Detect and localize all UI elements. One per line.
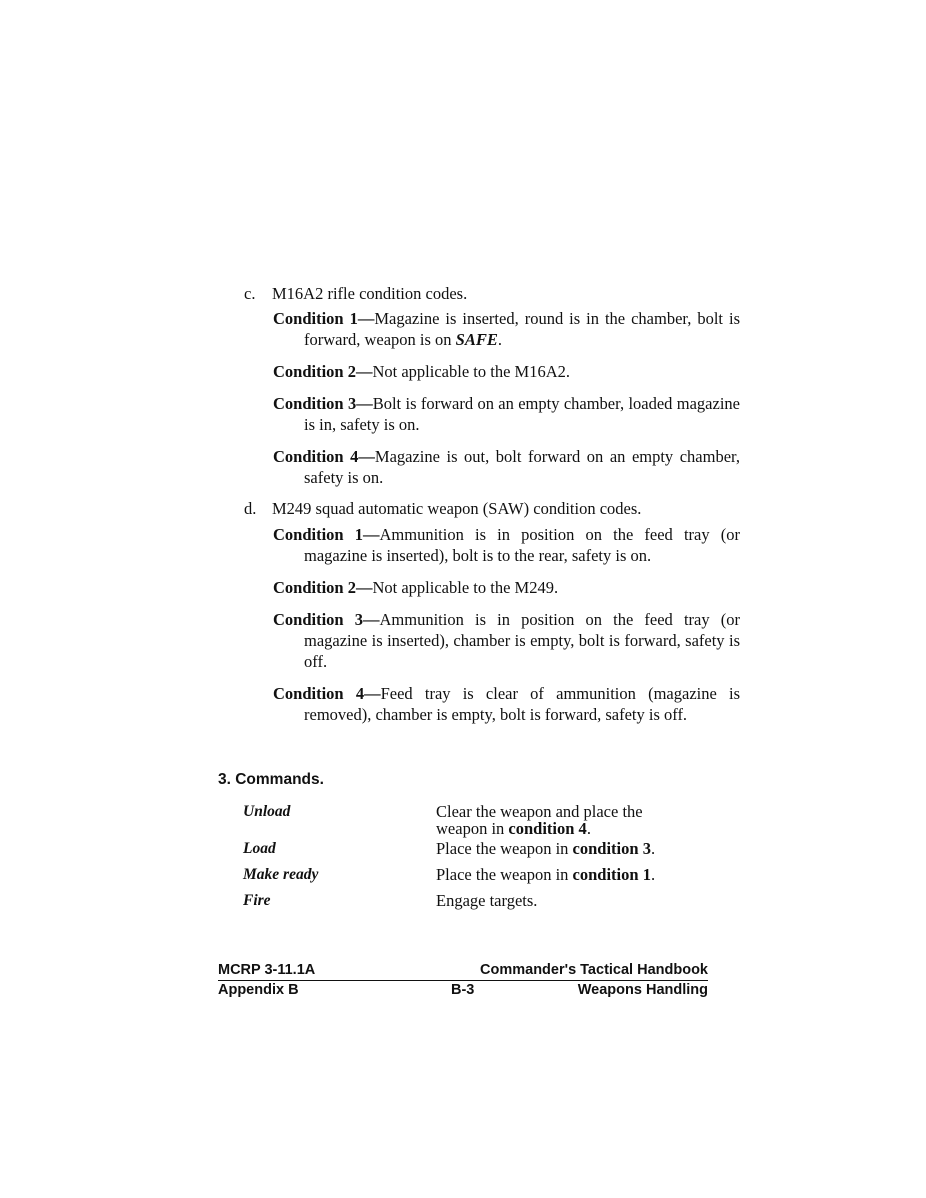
section-d-label: d. <box>244 499 257 518</box>
dash: — <box>363 610 380 629</box>
m16-condition-1 <box>273 308 740 350</box>
condition-tail: . <box>497 330 502 349</box>
command-desc-fire <box>436 892 696 909</box>
m249-condition-3 <box>273 609 740 672</box>
condition-term: Condition 1 <box>273 309 358 328</box>
doc-title: Commander's Tactical Handbook <box>480 962 708 978</box>
condition-term: Condition 4 <box>273 447 359 466</box>
command-term-fire: Fire <box>243 892 271 909</box>
dash: — <box>358 447 375 466</box>
command-desc-text: Clear the weapon and place the weapon in <box>436 802 643 838</box>
section-name: Weapons Handling <box>577 982 708 998</box>
m249-condition-4 <box>273 683 740 725</box>
commands-heading: 3. Commands. <box>218 771 324 788</box>
condition-term: Condition 2 <box>273 578 356 597</box>
command-desc-tail: . <box>586 819 591 838</box>
condition-term: Condition 1 <box>273 525 364 544</box>
m249-condition-1 <box>273 524 740 566</box>
command-desc-unload <box>436 803 696 837</box>
condition-text: Magazine is out, bolt forward on an empty chamber, safety is on. <box>304 447 740 487</box>
condition-term: Condition 3 <box>273 394 357 413</box>
m249-condition-2 <box>273 577 740 598</box>
condition-term: Condition 4 <box>273 684 365 703</box>
dash: — <box>356 394 373 413</box>
command-desc-text: Engage targets. <box>436 891 538 910</box>
dash: — <box>357 309 375 328</box>
command-desc-bold: condition 1 <box>572 865 651 884</box>
section-d-heading <box>244 498 714 519</box>
condition-text: Ammunition is in position on the feed tray (or magazine is inserted), chamber is empty, bolt is forward, safety is off. <box>304 610 741 671</box>
m16-condition-2 <box>273 361 740 382</box>
section-c-label: c. <box>244 284 256 303</box>
page-number: B-3 <box>451 982 475 998</box>
command-desc-tail: . <box>650 865 656 884</box>
appendix-label: Appendix B <box>218 982 299 998</box>
condition-text: Feed tray is clear of ammunition (magazine is removed), chamber is empty, bolt is forward, safety is off. <box>304 684 741 724</box>
command-desc-text: Place the weapon in <box>436 865 573 884</box>
dash: — <box>364 684 381 703</box>
footer-bottom-line <box>218 982 708 1000</box>
section-c-title: M16A2 rifle condition codes. <box>272 284 468 303</box>
command-desc-tail: . <box>650 839 656 858</box>
dash: — <box>355 578 373 597</box>
condition-term: Condition 2 <box>273 362 356 381</box>
command-desc-load <box>436 840 696 857</box>
m16-condition-3 <box>273 393 740 435</box>
command-desc-make-ready <box>436 866 696 883</box>
dash: — <box>363 525 380 544</box>
doc-number: MCRP 3-11.1A <box>218 962 316 978</box>
command-desc-bold: condition 3 <box>572 839 651 858</box>
command-term-load: Load <box>243 840 276 857</box>
command-term-make-ready: Make ready <box>243 866 319 883</box>
condition-text: Magazine is inserted, round is in the chamber, bolt is forward, weapon is on <box>304 309 741 349</box>
footer-top-line <box>218 962 708 981</box>
condition-text: Ammunition is in position on the feed tray (or magazine is inserted), bolt is to the rear, safety is on. <box>304 525 741 565</box>
command-term-unload: Unload <box>243 803 291 820</box>
condition-term: Condition 3 <box>273 610 364 629</box>
dash: — <box>355 362 373 381</box>
safe-emphasis: SAFE <box>455 330 498 349</box>
condition-text: Not applicable to the M16A2. <box>372 362 570 381</box>
condition-text: Not applicable to the M249. <box>372 578 559 597</box>
m16-condition-4 <box>273 446 740 488</box>
command-desc-bold: condition 4 <box>508 819 587 838</box>
section-c-heading <box>244 283 714 304</box>
command-desc-text: Place the weapon in <box>436 839 573 858</box>
section-d-title: M249 squad automatic weapon (SAW) condition codes. <box>272 499 642 518</box>
condition-text: Bolt is forward on an empty chamber, loaded magazine is in, safety is on. <box>304 394 740 434</box>
